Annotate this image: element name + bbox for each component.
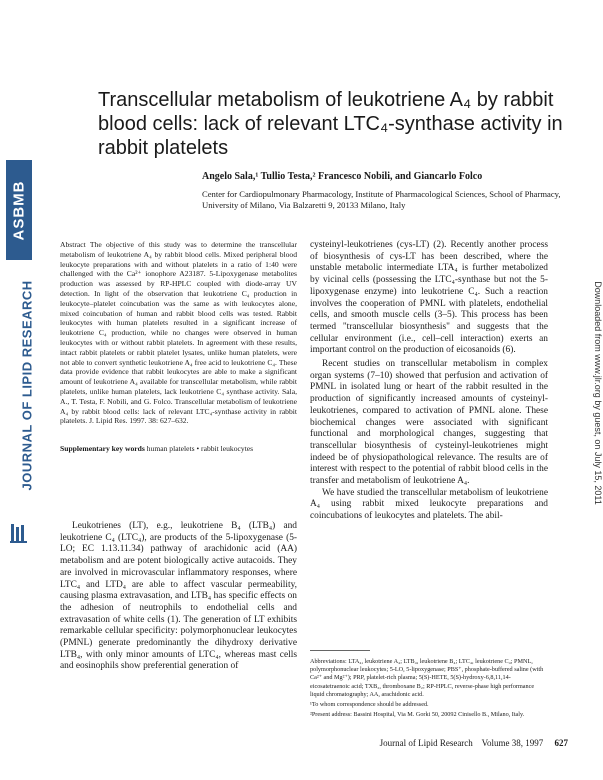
page-footer — [378, 738, 568, 748]
article-title: Transcellular metabolism of leukotriene A₄ by rabbit blood cells: lack of relevant LTC₄-synthase activity in rabbit platelets — [98, 89, 563, 159]
abstract-text: The objective of this study was to determine the transcellular metabolism of leukotriene A₄ by rabbit blood cells. Mixed peripheral blood leukocyte preparations with and without platelets in a ratio of 1:40 were challenged with the Ca²⁺ ionophore A23187. 5-Lipoxygenase metabolites production was assessed by RP-HPLC coupled with diode-array UV detection. In light of the observation that leukotriene C₄ production in leukocyte–platelet coincubation was the same as with leukocytes alone, mixed coincubation of human and rabbit blood cells was tested. Rabbit leukocytes with human platelets resulted in a significant increase of leukotriene C₄ production, while no changes were observed in human leukocytes with or without rabbit platelets. In agreement with these results, intact rabbit platelets or rabbit platelet lysates, unlike human platelets, were not able to convert synthetic leukotriene A₄ free acid to leukotriene C₄. These data provide evidence that rabbit leukocytes are able to make a significant amount of leukotriene A₄ available for transcellular metabolism, while rabbit platelets, unlike human platelets, lack leukotriene C₄ synthase activity. — [60, 240, 298, 396]
keywords — [60, 444, 297, 454]
abstract — [60, 240, 297, 426]
download-note: Downloaded from www.jlr.org by guest, on July 15, 2011 — [593, 281, 603, 505]
article-affiliation: Center for Cardiopulmonary Pharmacology, Institute of Pharmacological Sciences, School of Pharmacy, University of Milano, Via Balzaretti 9, 20133 Milano, Italy — [202, 189, 561, 210]
footnote-present-address: ²Present address: Bassini Hospital, Via M. Gorki 50, 20092 Cinisello B., Milano, Italy. — [310, 711, 525, 719]
abstract-label: Abstract — [60, 240, 86, 249]
right-paragraph-3: We have studied the transcellular metabolism of leukotriene A₄ using rabbit mixed leukocyte preparations and coincubations of leukocytes and platelets. The abil- — [310, 487, 548, 522]
journal-sidebar-title: JOURNAL OF LIPID RESEARCH — [19, 280, 35, 491]
asbmb-logo — [6, 160, 32, 260]
footer-journal: Journal of Lipid Research — [379, 738, 473, 748]
sidebar — [0, 0, 50, 780]
footer-volume: Volume 38, 1997 — [481, 738, 544, 748]
footnote-correspondence: ¹To whom correspondence should be addressed. — [310, 701, 429, 709]
left-body-column — [60, 521, 297, 673]
article-authors: Angelo Sala,¹ Tullio Testa,² Francesco Nobili, and Giancarlo Folco — [202, 171, 483, 182]
right-paragraph-1: cysteinyl-leukotrienes (cys-LT) (2). Recently another process of biosynthesis of cys-LT has been described, where the unstable metabolic intermediate LTA₄ is further metabolized by vicinal cells (possessing the LTC₄-synthase but not the 5-lipoxygenase enzyme) into leukotriene C₄. Such a reaction involves the cooperation of PMNL with platelets, endothelial cells, and smooth muscle cells (3–5). This process has been termed "transcellular biosynthesis" and suggests that the cellular environment (i.e., cell–cell interaction) exerts an important control on the production of eicosanoids (6). — [310, 240, 548, 356]
right-body-column — [310, 240, 548, 523]
asbmb-logo-text: ASBMB — [10, 180, 28, 240]
library-icon — [9, 522, 29, 544]
abstract-section — [60, 240, 297, 454]
footnotes — [310, 656, 548, 719]
page-number: 627 — [554, 738, 568, 748]
right-paragraph-2: Recent studies on transcellular metabolism in complex organ systems (7–10) showed that perfusion and activation of PMNL in isolated lung or heart of the rabbit resulted in the production of significantly increased amounts of cysteinyl-leukotrienes, compared to activation of PMNL alone. These biochemical changes were associated with significant functional and morphological changes, suggesting that transcellular biosynthesis of cysteinyl-leukotrienes might indeed be of physiopathological relevance. The results are of interest with respect to the potential of rabbit blood cells in the transfer and metabolism of leukotriene A₄. — [310, 359, 548, 487]
abstract-citation: Sala, A., T. Testa, F. Nobili, and G. Folco. Transcellular metabolism of leukotriene A₄ by rabbit blood cells: lack of relevant LTC₄-synthase activity in rabbit platelets. J. Lipid Res. 1997. 38: 627–632. — [60, 386, 297, 426]
intro-paragraph: Leukotrienes (LT), e.g., leukotriene B₄ (LTB₄) and leukotriene C₄ (LTC₄), are products of the 5-lipoxygenase (5-LO; EC 1.13.11.34) pathway of arachidonic acid (AA) metabolism and are potent biologically active autacoids. They are involved in microvascular inflammatory responses, where LTC₄ and LTD₄ are able to affect vascular permeability, causing plasma extravasation, and LTB₄ has specific effects on the adhesion of neutrophils to endothelial cells and extravasation of white cells (1). The generation of LT exhibits remarkable cellular specificity: polymorphonuclear leukocytes (PMNL) generate predominantly the dihydroxy derivative LTB₄, with only minor amounts of LTC₄, whereas mast cells and eosinophils show preferential generation of — [60, 521, 297, 672]
keywords-text: human platelets • rabbit leukocytes — [146, 444, 254, 454]
keywords-label: Supplementary key words — [60, 444, 145, 454]
footnote-divider — [310, 650, 370, 651]
footnote-abbreviations: Abbreviations: LTA₄, leukotriene A₄; LTB₄, leukotriene B₄; LTC₄, leukotriene C₄; PMNL, polymorphonuclear leukocytes; 5-LO, 5-lipoxygenase; PBS⁺, phosphate-buffered saline (with Ca²⁺ and Mg²⁺); PRP, platelet-rich plasma; 5(S)-HETE, 5(S)-hydroxy-6,8,11,14-eicosatetraenoic acid; TXB₂, thromboxane B₂; RP-HPLC, reverse-phase high performance liquid chromatography; AA, arachidonic acid. — [310, 658, 544, 698]
